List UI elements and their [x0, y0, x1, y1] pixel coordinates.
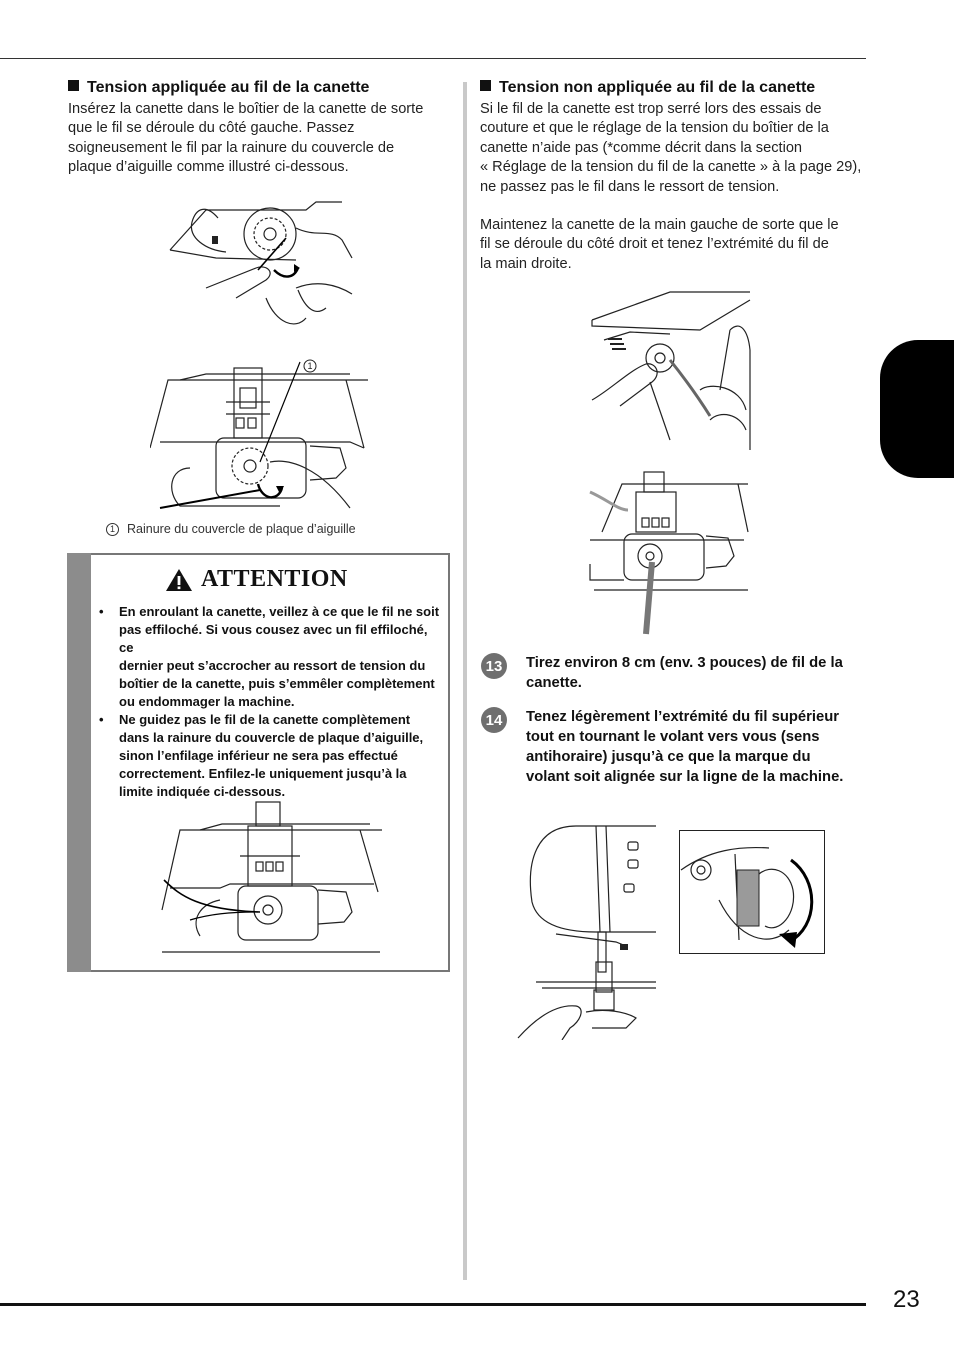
- step-number-badge: 13: [481, 653, 507, 679]
- left-line: que le fil se déroule du côté gauche. Passez: [68, 120, 355, 137]
- right-heading-text: Tension non appliquée au fil de la canette: [499, 79, 816, 96]
- step-line: antihoraire) jusqu’à ce que la marque du: [526, 749, 811, 765]
- left-line: plaque d’aiguille comme illustré ci-dessous.: [68, 159, 349, 176]
- caption-text: Rainure du couvercle de plaque d’aiguille: [127, 522, 356, 536]
- attn-line: sinon l’enfilage inférieur ne sera pas effectué: [119, 748, 398, 763]
- attention-list: [97, 603, 445, 801]
- step-line: Tenez légèrement l’extrémité du fil supérieur: [526, 709, 840, 725]
- chapter-side-tab: [880, 340, 954, 478]
- attn-line: ou endommager la machine.: [119, 694, 295, 709]
- step-text: [526, 707, 843, 787]
- hand-holding-bobbin-illustration: [590, 290, 752, 452]
- square-bullet-icon: [68, 80, 79, 91]
- step-number-badge: 14: [481, 707, 507, 733]
- left-heading-text: Tension appliquée au fil de la canette: [87, 79, 370, 96]
- callout-1-label: [304, 360, 316, 372]
- step-line: tout en tournant le volant vers vous (sens: [526, 729, 820, 745]
- step-line: Tirez environ 8 cm (env. 3 pouces) de fil de la: [526, 655, 843, 671]
- step-text: [526, 653, 843, 693]
- right-line: la main droite.: [480, 255, 572, 272]
- right-paragraphs: [480, 100, 865, 274]
- page-number: 23: [893, 1286, 920, 1313]
- right-section-heading: [480, 79, 815, 97]
- square-bullet-icon: [480, 80, 491, 91]
- left-line: Insérez la canette dans le boîtier de la canette de sorte: [68, 101, 424, 117]
- attention-title: [165, 566, 348, 593]
- attn-line: correctement. Enfilez-le uniquement jusqu’à la: [119, 766, 407, 781]
- bobbin-insertion-illustration: [166, 198, 356, 338]
- attention-item: [97, 603, 445, 711]
- svg-text:1: 1: [307, 361, 313, 371]
- step-13: [481, 653, 866, 693]
- attention-title-text: ATTENTION: [201, 566, 348, 592]
- step-line: volant soit alignée sur la ligne de la machine.: [526, 769, 844, 785]
- attention-side-bar: [67, 553, 91, 972]
- attention-item: [97, 711, 445, 801]
- step-line: canette.: [526, 675, 582, 691]
- handwheel-rotation-illustration: [679, 830, 825, 954]
- attn-line: En enroulant la canette, veillez à ce que le fil ne soit: [119, 604, 440, 619]
- bobbin-thread-pulled-illustration: [588, 470, 753, 636]
- bottom-rule: [0, 1303, 866, 1306]
- attn-line: pas effiloché. Si vous cousez avec un fil effiloché, ce: [119, 622, 428, 655]
- right-line: Si le fil de la canette est trop serré lors des essais de: [480, 101, 822, 117]
- right-line: Maintenez la canette de la main gauche de sorte que le: [480, 217, 839, 234]
- machine-head-illustration: [516, 822, 660, 1040]
- left-section-heading: [68, 79, 369, 97]
- attn-line: dernier peut s’accrocher au ressort de tension du: [119, 658, 426, 673]
- attn-line: Ne guidez pas le fil de la canette complètement: [119, 712, 411, 727]
- limit-threading-illustration: [160, 800, 386, 956]
- right-line: canette n’aide pas (*comme décrit dans la section: [480, 139, 803, 156]
- column-divider: [463, 82, 467, 1280]
- left-line: soigneusement le fil par la rainure du couvercle de: [68, 139, 395, 156]
- left-intro-paragraph: [68, 100, 453, 178]
- right-line: couture et que le réglage de la tension du boîtier de la: [480, 120, 829, 137]
- right-line: « Réglage de la tension du fil de la canette » à la page 29),: [480, 159, 862, 176]
- warning-triangle-icon: [165, 568, 193, 592]
- attn-line: dans la rainure du couvercle de plaque d’aiguille,: [119, 730, 424, 745]
- figure-caption: [106, 522, 356, 536]
- top-rule: [0, 58, 866, 59]
- needle-plate-groove-illustration: [150, 358, 370, 516]
- step-14: [481, 707, 866, 787]
- right-line: ne passez pas le fil dans le ressort de tension.: [480, 178, 780, 195]
- right-line: fil se déroule du côté droit et tenez l’extrémité du fil de: [480, 236, 829, 253]
- attn-line: boîtier de la canette, puis s’emmêler complètement: [119, 676, 435, 691]
- caption-number: 1: [106, 523, 119, 536]
- attn-line: limite indiquée ci-dessous.: [119, 784, 286, 799]
